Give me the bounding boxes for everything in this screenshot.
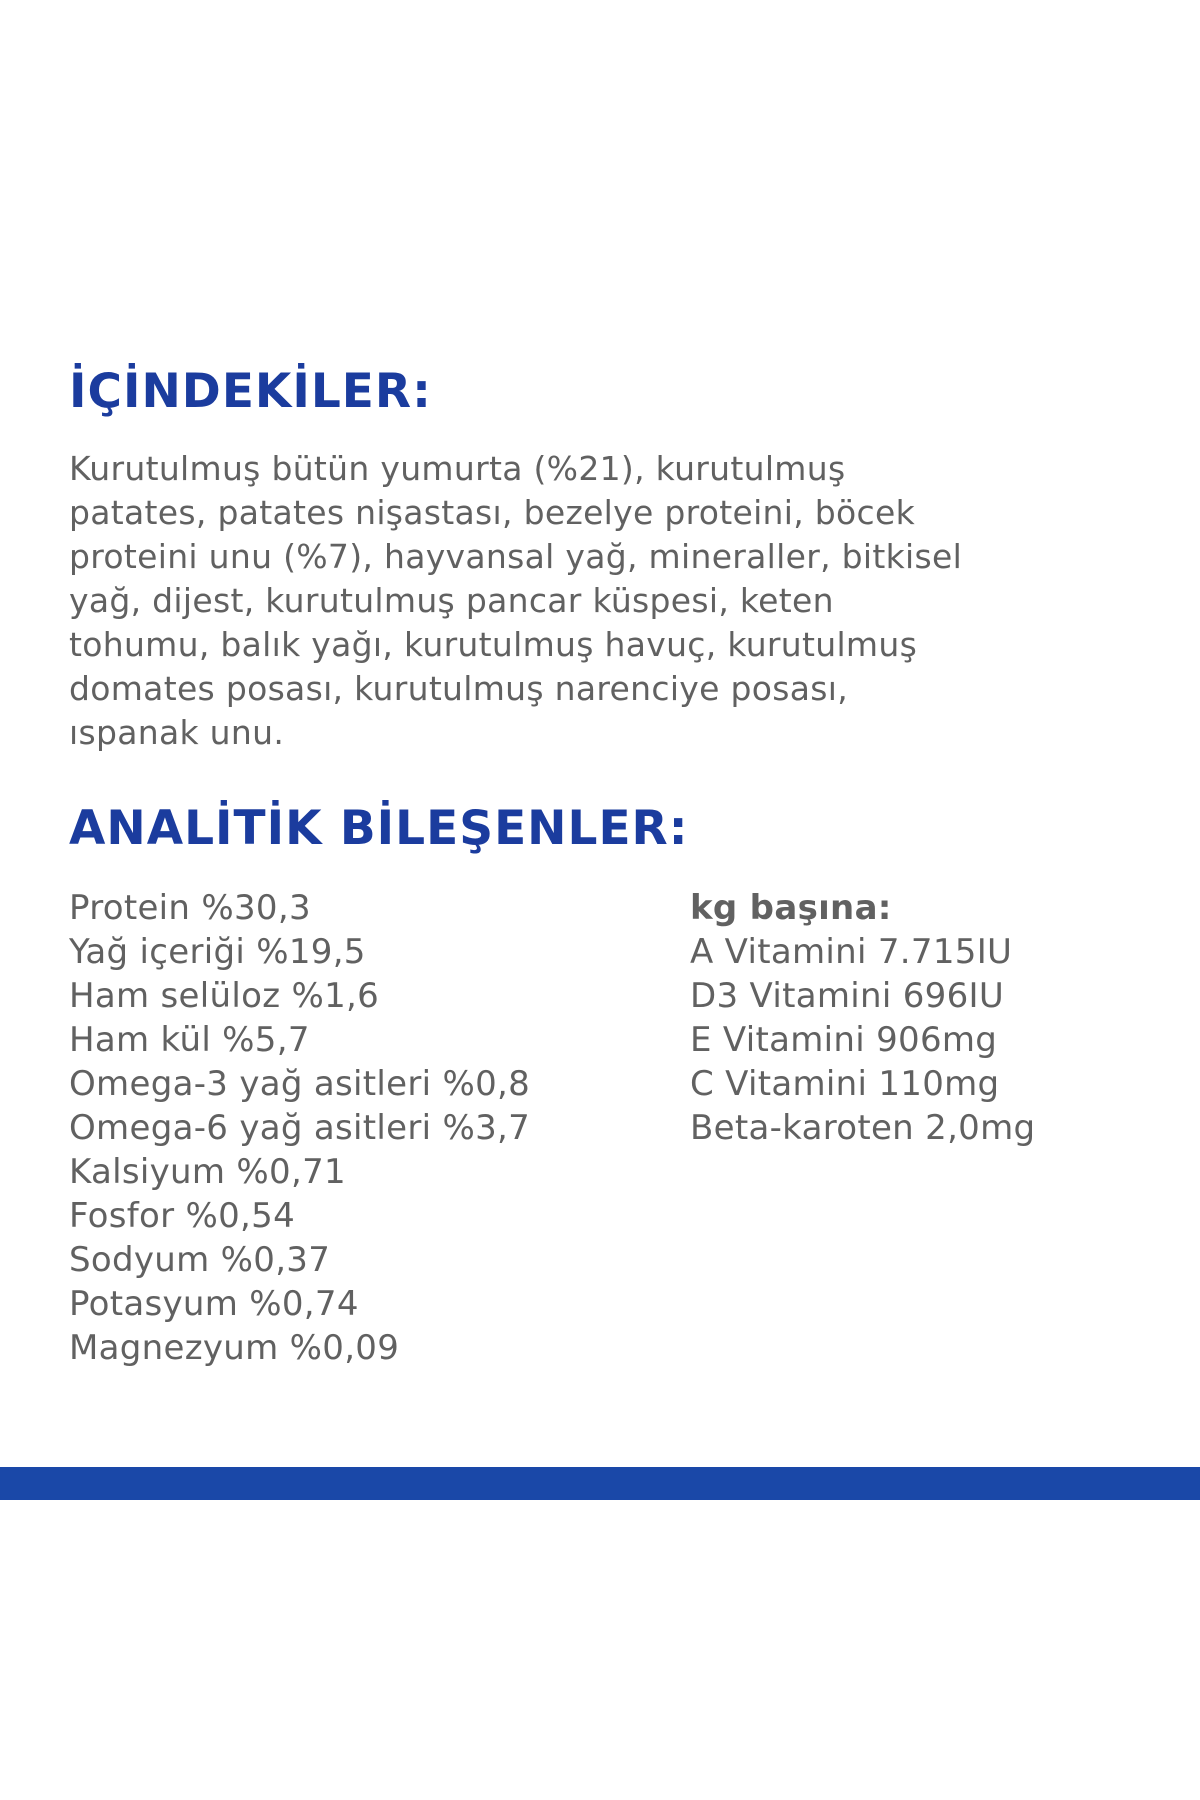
vitamin-item: E Vitamini 906mg xyxy=(690,1020,998,1060)
ingredients-line: domates posası, kurutulmuş narenciye posası, xyxy=(69,669,849,708)
nutrient-item: Ham kül %5,7 xyxy=(69,1020,310,1060)
nutrient-item: Yağ içeriği %19,5 xyxy=(69,932,366,972)
nutrient-item: Magnezyum %0,09 xyxy=(69,1328,400,1368)
ingredients-line: tohumu, balık yağı, kurutulmuş havuç, kurutulmuş xyxy=(69,625,918,664)
ingredients-text xyxy=(69,447,1179,755)
ingredients-line: Kurutulmuş bütün yumurta (%21), kurutulmuş xyxy=(69,449,846,488)
ingredients-line: yağ, dijest, kurutulmuş pancar küspesi, keten xyxy=(69,581,834,620)
analytic-components-heading: ANALİTİK BİLEŞENLER: xyxy=(69,801,689,856)
ingredients-heading: İÇİNDEKİLER: xyxy=(69,364,432,419)
nutrient-list xyxy=(69,886,530,1370)
vitamin-list xyxy=(690,886,1035,1150)
vitamin-item: C Vitamini 110mg xyxy=(690,1064,1000,1104)
vitamin-item: D3 Vitamini 696IU xyxy=(690,976,1005,1016)
per-kg-header: kg başına: xyxy=(690,888,892,928)
footer-color-bar xyxy=(0,1467,1200,1500)
nutrient-item: Ham selüloz %1,6 xyxy=(69,976,380,1016)
vitamin-item: Beta-karoten 2,0mg xyxy=(690,1108,1036,1148)
nutrient-item: Kalsiyum %0,71 xyxy=(69,1152,346,1192)
ingredients-line: proteini unu (%7), hayvansal yağ, mineraller, bitkisel xyxy=(69,537,963,576)
ingredients-line: patates, patates nişastası, bezelye proteini, böcek xyxy=(69,493,916,532)
vitamin-item: A Vitamini 7.715IU xyxy=(690,932,1013,972)
nutrient-item: Sodyum %0,37 xyxy=(69,1240,331,1280)
nutrient-item: Potasyum %0,74 xyxy=(69,1284,359,1324)
nutrient-item: Omega-6 yağ asitleri %3,7 xyxy=(69,1108,531,1148)
nutrient-item: Fosfor %0,54 xyxy=(69,1196,296,1236)
ingredients-line: ıspanak unu. xyxy=(69,713,285,752)
nutrient-item: Protein %30,3 xyxy=(69,888,311,928)
nutrient-item: Omega-3 yağ asitleri %0,8 xyxy=(69,1064,531,1104)
